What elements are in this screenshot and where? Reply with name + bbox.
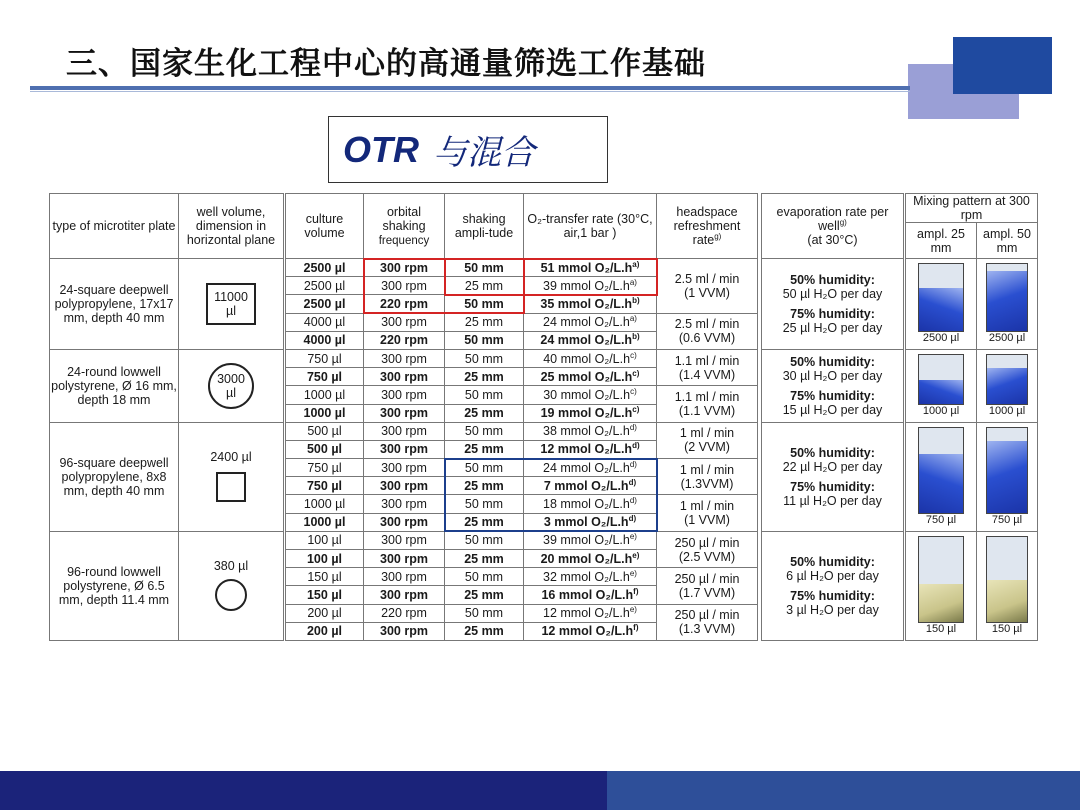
well-volume-label: 380 µl — [213, 558, 249, 573]
evaporation-value: 22 µl H₂O per day — [782, 459, 883, 474]
otr-footnote: b) — [632, 332, 640, 342]
headspace-rate: 250 µl / min — [674, 571, 740, 586]
well-volume-cell — [179, 349, 284, 422]
frequency-cell: 300 rpm — [364, 622, 445, 640]
frequency-cell: 300 rpm — [364, 313, 445, 331]
well-shape-circle-icon — [215, 579, 247, 611]
culture-volume-cell: 750 µl — [286, 349, 364, 367]
mixing-well-photo — [918, 354, 964, 405]
headspace-cell — [657, 459, 758, 495]
headspace-vvm: (1.4 VVM) — [678, 367, 736, 382]
otr-footnote: b) — [632, 295, 640, 305]
otr-footnote: e) — [629, 605, 637, 614]
amplitude-cell: 50 mm — [445, 604, 524, 622]
header-evaporation-text: evaporation rate per well — [776, 205, 889, 233]
amplitude-cell: 25 mm — [445, 313, 524, 331]
otr-value: 25 mmol O₂/L.h — [540, 369, 633, 384]
otr-table — [49, 193, 1038, 641]
otr-cell — [524, 349, 657, 367]
humidity-label: 50% humidity: — [790, 272, 875, 287]
otr-footnote: f) — [633, 586, 639, 596]
frequency-cell: 300 rpm — [364, 459, 445, 477]
culture-volume-cell: 2500 µl — [286, 277, 364, 295]
subtitle-zh: 与混合 — [433, 133, 535, 173]
headspace-cell — [657, 531, 758, 567]
headspace-vvm: (1.3 VVM) — [678, 622, 736, 637]
mixing-pattern-cell — [906, 531, 977, 640]
header-headspace — [657, 194, 758, 259]
frequency-cell: 300 rpm — [364, 495, 445, 513]
otr-cell — [524, 295, 657, 313]
well-volume-cell — [179, 531, 284, 640]
headspace-vvm: (1.1 VVM) — [678, 404, 736, 418]
amplitude-cell: 50 mm — [445, 259, 524, 277]
culture-volume-cell: 750 µl — [286, 477, 364, 495]
headspace-cell — [657, 313, 758, 349]
otr-cell — [524, 568, 657, 586]
frequency-cell: 300 rpm — [364, 440, 445, 458]
headspace-cell — [657, 386, 758, 422]
culture-volume-cell: 1000 µl — [286, 386, 364, 404]
headspace-vvm: (2 VVM) — [684, 440, 730, 455]
otr-footnote: d) — [628, 477, 637, 487]
header-shaking: shaking ampli-tude — [445, 194, 524, 259]
subtitle-box — [328, 116, 608, 183]
amplitude-cell: 50 mm — [445, 386, 524, 404]
amplitude-cell: 50 mm — [445, 459, 524, 477]
headspace-vvm: (1 VVM) — [684, 513, 730, 528]
otr-value: 20 mmol O₂/L.h — [540, 551, 633, 566]
mixing-liquid — [919, 288, 963, 332]
mixing-well-photo — [918, 263, 964, 332]
headspace-rate: 1 ml / min — [679, 462, 735, 477]
plate-type-cell: 96-round lowwell polystyrene, Ø 6.5 mm, depth 11.4 mm — [50, 531, 179, 640]
culture-volume-cell: 1000 µl — [286, 495, 364, 513]
headspace-vvm: (1.7 VVM) — [678, 585, 736, 600]
headspace-rate: 2.5 ml / min — [674, 317, 740, 332]
otr-footnote: d) — [628, 514, 637, 524]
otr-footnote: f) — [633, 623, 639, 633]
mixing-pattern-cell — [906, 422, 977, 531]
frequency-cell: 300 rpm — [364, 349, 445, 367]
otr-footnote: d) — [629, 495, 637, 505]
otr-cell — [524, 531, 657, 549]
culture-volume-cell: 500 µl — [286, 422, 364, 440]
frequency-cell: 220 rpm — [364, 604, 445, 622]
header-well: well volume, dimension in horizontal plane — [179, 194, 284, 259]
mixing-well-photo — [986, 263, 1028, 332]
otr-cell — [524, 586, 657, 604]
otr-cell — [524, 259, 657, 277]
culture-volume-cell: 2500 µl — [286, 295, 364, 313]
otr-footnote: c) — [630, 350, 637, 360]
humidity-label: 50% humidity: — [790, 445, 875, 460]
mixing-liquid — [987, 580, 1027, 623]
otr-cell — [524, 422, 657, 440]
humidity-label: 75% humidity: — [790, 479, 875, 494]
well-shape-circle-icon — [208, 363, 254, 409]
otr-cell — [524, 513, 657, 531]
otr-value: 38 mmol O₂/L.h — [543, 424, 630, 439]
humidity-label: 75% humidity: — [790, 588, 875, 603]
amplitude-cell: 25 mm — [445, 622, 524, 640]
otr-value: 19 mmol O₂/L.h — [540, 406, 633, 421]
otr-cell — [524, 313, 657, 331]
header-decoration-dark — [953, 37, 1052, 94]
otr-cell — [524, 550, 657, 568]
mixing-volume-label: 2500 µl — [922, 332, 960, 345]
otr-cell — [524, 404, 657, 422]
otr-value: 24 mmol O₂/L.h — [543, 315, 630, 330]
mixing-liquid — [987, 441, 1027, 513]
amplitude-cell: 50 mm — [445, 295, 524, 313]
otr-footnote: e) — [629, 532, 637, 542]
otr-value: 12 mmol O₂/L.h — [543, 606, 630, 621]
header-ampl-25: ampl. 25 mm — [906, 223, 977, 259]
mixing-volume-label: 150 µl — [991, 623, 1023, 636]
evaporation-cell — [762, 422, 904, 531]
footer-bar-dark — [0, 771, 607, 810]
mixing-pattern-cell — [906, 259, 977, 350]
otr-footnote: d) — [629, 423, 637, 433]
evaporation-value: 50 µl H₂O per day — [782, 286, 883, 301]
headspace-rate: 1.1 ml / min — [674, 353, 740, 368]
otr-footnote: d) — [632, 441, 640, 451]
mixing-well-photo — [918, 427, 964, 514]
amplitude-cell: 50 mm — [445, 531, 524, 549]
headspace-cell — [657, 495, 758, 531]
header-ampl-50: ampl. 50 mm — [977, 223, 1038, 259]
otr-value: 30 mmol O₂/L.h — [543, 387, 631, 402]
well-shape-square-icon — [216, 472, 246, 502]
otr-cell — [524, 440, 657, 458]
mixing-volume-label: 750 µl — [925, 514, 957, 527]
culture-volume-cell: 500 µl — [286, 440, 364, 458]
well-volume-label: 2400 µl — [210, 449, 252, 464]
mixing-pattern-cell — [977, 531, 1038, 640]
otr-footnote: d) — [629, 459, 637, 469]
headspace-vvm: (1.3VVM) — [680, 476, 734, 491]
headspace-rate: 2.5 ml / min — [674, 271, 740, 286]
culture-volume-cell: 1000 µl — [286, 513, 364, 531]
culture-volume-cell: 200 µl — [286, 604, 364, 622]
evaporation-value: 25 µl H₂O per day — [782, 320, 883, 335]
table-row — [50, 422, 1038, 440]
headspace-rate: 1.1 ml / min — [674, 390, 740, 404]
header-orbital-main: orbital shaking — [382, 204, 426, 233]
amplitude-cell: 50 mm — [445, 568, 524, 586]
frequency-cell: 220 rpm — [364, 331, 445, 349]
frequency-cell: 300 rpm — [364, 259, 445, 277]
plate-type-cell: 24-square deepwell polypropylene, 17x17 mm, depth 40 mm — [50, 259, 179, 350]
footer-bar-light — [607, 771, 1080, 810]
otr-table-wrapper — [49, 193, 1037, 663]
frequency-cell: 300 rpm — [364, 277, 445, 295]
mixing-pattern-cell — [977, 422, 1038, 531]
headspace-vvm: (2.5 VVM) — [678, 549, 736, 564]
frequency-cell: 300 rpm — [364, 531, 445, 549]
amplitude-cell: 50 mm — [445, 331, 524, 349]
amplitude-cell: 25 mm — [445, 277, 524, 295]
evaporation-value: 11 µl H₂O per day — [783, 493, 882, 508]
otr-cell — [524, 477, 657, 495]
mixing-volume-label: 750 µl — [991, 514, 1023, 527]
humidity-label: 75% humidity: — [790, 306, 875, 321]
headspace-cell — [657, 259, 758, 314]
otr-footnote: e) — [629, 568, 637, 578]
humidity-label: 75% humidity: — [790, 388, 875, 403]
mixing-pattern-cell — [977, 259, 1038, 350]
otr-value: 18 mmol O₂/L.h — [543, 497, 630, 512]
amplitude-cell: 25 mm — [445, 404, 524, 422]
plate-type-cell: 24-round lowwell polystyrene, Ø 16 mm, depth 18 mm — [50, 349, 179, 422]
frequency-cell: 300 rpm — [364, 513, 445, 531]
mixing-liquid — [919, 454, 963, 514]
headspace-rate: 1 ml / min — [679, 499, 735, 514]
header-evaporation-temp: (at 30°C) — [807, 233, 858, 247]
headspace-cell — [657, 568, 758, 604]
evaporation-cell — [762, 349, 904, 422]
frequency-cell: 300 rpm — [364, 568, 445, 586]
mixing-liquid — [987, 271, 1027, 331]
evaporation-value: 15 µl H₂O per day — [782, 402, 883, 417]
otr-cell — [524, 386, 657, 404]
mixing-well-photo — [918, 536, 964, 623]
header-culture: culture volume — [286, 194, 364, 259]
mixing-well-photo — [986, 536, 1028, 623]
table-row — [50, 349, 1038, 367]
table-row — [50, 531, 1038, 549]
header-evaporation-note: g) — [839, 217, 847, 227]
table-row — [50, 259, 1038, 277]
otr-value: 39 mmol O₂/L.h — [543, 278, 630, 293]
well-volume-cell — [179, 422, 284, 531]
well-volume-label: 3000 µl — [217, 371, 245, 400]
otr-value: 32 mmol O₂/L.h — [543, 569, 630, 584]
mixing-liquid — [919, 380, 963, 405]
header-otr: O₂-transfer rate (30°C, air,1 bar ) — [524, 194, 657, 259]
otr-value: 39 mmol O₂/L.h — [543, 533, 630, 548]
culture-volume-cell: 750 µl — [286, 459, 364, 477]
mixing-volume-label: 1000 µl — [988, 405, 1026, 418]
otr-footnote: a) — [629, 314, 637, 323]
otr-cell — [524, 277, 657, 295]
mixing-liquid — [987, 368, 1027, 405]
amplitude-cell: 25 mm — [445, 368, 524, 386]
otr-cell — [524, 622, 657, 640]
otr-cell — [524, 368, 657, 386]
well-volume-cell — [179, 259, 284, 350]
culture-volume-cell: 2500 µl — [286, 259, 364, 277]
amplitude-cell: 50 mm — [445, 495, 524, 513]
frequency-cell: 300 rpm — [364, 368, 445, 386]
evaporation-value: 3 µl H₂O per day — [786, 602, 879, 617]
mixing-volume-label: 2500 µl — [988, 332, 1026, 345]
otr-cell — [524, 604, 657, 622]
headspace-rate: 1 ml / min — [679, 426, 735, 441]
subtitle-en: OTR — [343, 128, 419, 170]
culture-volume-cell: 750 µl — [286, 368, 364, 386]
header-headspace-note: g) — [714, 231, 722, 241]
culture-volume-cell: 150 µl — [286, 586, 364, 604]
amplitude-cell: 50 mm — [445, 349, 524, 367]
evaporation-value: 30 µl H₂O per day — [782, 368, 883, 383]
frequency-cell: 300 rpm — [364, 586, 445, 604]
frequency-cell: 300 rpm — [364, 550, 445, 568]
otr-value: 35 mmol O₂/L.h — [540, 296, 633, 311]
mixing-volume-label: 150 µl — [925, 623, 957, 636]
evaporation-cell — [762, 531, 904, 640]
title-underline — [30, 86, 910, 90]
otr-value: 3 mmol O₂/L.h — [543, 515, 629, 530]
otr-cell — [524, 459, 657, 477]
humidity-label: 50% humidity: — [790, 554, 875, 569]
headspace-rate: 250 µl / min — [674, 535, 740, 550]
mixing-pattern-cell — [906, 349, 977, 422]
otr-cell — [524, 495, 657, 513]
frequency-cell: 300 rpm — [364, 422, 445, 440]
header-headspace-text: headspace refreshment rate — [673, 205, 741, 247]
mixing-well-photo — [986, 427, 1028, 514]
frequency-cell: 300 rpm — [364, 404, 445, 422]
title-underline-thin — [30, 91, 910, 92]
otr-value: 12 mmol O₂/L.h — [540, 442, 633, 457]
headspace-vvm: (0.6 VVM) — [678, 331, 736, 346]
otr-footnote: e) — [632, 550, 640, 560]
culture-volume-cell: 1000 µl — [286, 404, 364, 422]
frequency-cell: 300 rpm — [364, 477, 445, 495]
well-volume-label: 11000 µl — [214, 289, 248, 318]
headspace-cell — [657, 422, 758, 458]
otr-value: 24 mmol O₂/L.h — [543, 460, 630, 475]
culture-volume-cell: 100 µl — [286, 550, 364, 568]
amplitude-cell: 25 mm — [445, 477, 524, 495]
otr-cell — [524, 331, 657, 349]
well-shape-square-icon — [206, 283, 256, 325]
frequency-cell: 300 rpm — [364, 386, 445, 404]
amplitude-cell: 25 mm — [445, 586, 524, 604]
mixing-pattern-cell — [977, 349, 1038, 422]
otr-footnote: c) — [632, 404, 640, 414]
amplitude-cell: 25 mm — [445, 513, 524, 531]
otr-footnote: a) — [632, 259, 640, 269]
header-plate: type of microtiter plate — [50, 194, 179, 259]
headspace-cell — [657, 349, 758, 385]
culture-volume-cell: 4000 µl — [286, 331, 364, 349]
amplitude-cell: 25 mm — [445, 440, 524, 458]
mixing-volume-label: 1000 µl — [922, 405, 960, 418]
otr-footnote: c) — [632, 368, 640, 378]
header-mixing: Mixing pattern at 300 rpm — [906, 194, 1038, 223]
slide-title: 三、国家生化工程中心的高通量筛选工作基础 — [66, 46, 706, 82]
otr-footnote: c) — [630, 386, 637, 396]
plate-type-cell: 96-square deepwell polypropylene, 8x8 mm, depth 40 mm — [50, 422, 179, 531]
amplitude-cell: 50 mm — [445, 422, 524, 440]
otr-footnote: a) — [629, 277, 637, 287]
frequency-cell: 220 rpm — [364, 295, 445, 313]
amplitude-cell: 25 mm — [445, 550, 524, 568]
otr-value: 51 mmol O₂/L.h — [540, 260, 633, 275]
culture-volume-cell: 200 µl — [286, 622, 364, 640]
otr-value: 40 mmol O₂/L.h — [543, 351, 631, 366]
otr-value: 7 mmol O₂/L.h — [543, 478, 629, 493]
culture-volume-cell: 4000 µl — [286, 313, 364, 331]
headspace-rate: 250 µl / min — [674, 608, 740, 623]
humidity-label: 50% humidity: — [790, 354, 875, 369]
culture-volume-cell: 100 µl — [286, 531, 364, 549]
otr-value: 24 mmol O₂/L.h — [540, 333, 633, 348]
header-orbital — [364, 194, 445, 259]
evaporation-cell — [762, 259, 904, 350]
headspace-vvm: (1 VVM) — [684, 285, 730, 300]
evaporation-value: 6 µl H₂O per day — [786, 568, 879, 583]
mixing-liquid — [919, 584, 963, 622]
headspace-cell — [657, 604, 758, 640]
otr-value: 12 mmol O₂/L.h — [541, 624, 634, 639]
culture-volume-cell: 150 µl — [286, 568, 364, 586]
header-orbital-sub: frequency — [378, 234, 430, 247]
otr-value: 16 mmol O₂/L.h — [541, 587, 634, 602]
mixing-well-photo — [986, 354, 1028, 405]
header-evaporation — [762, 194, 904, 259]
